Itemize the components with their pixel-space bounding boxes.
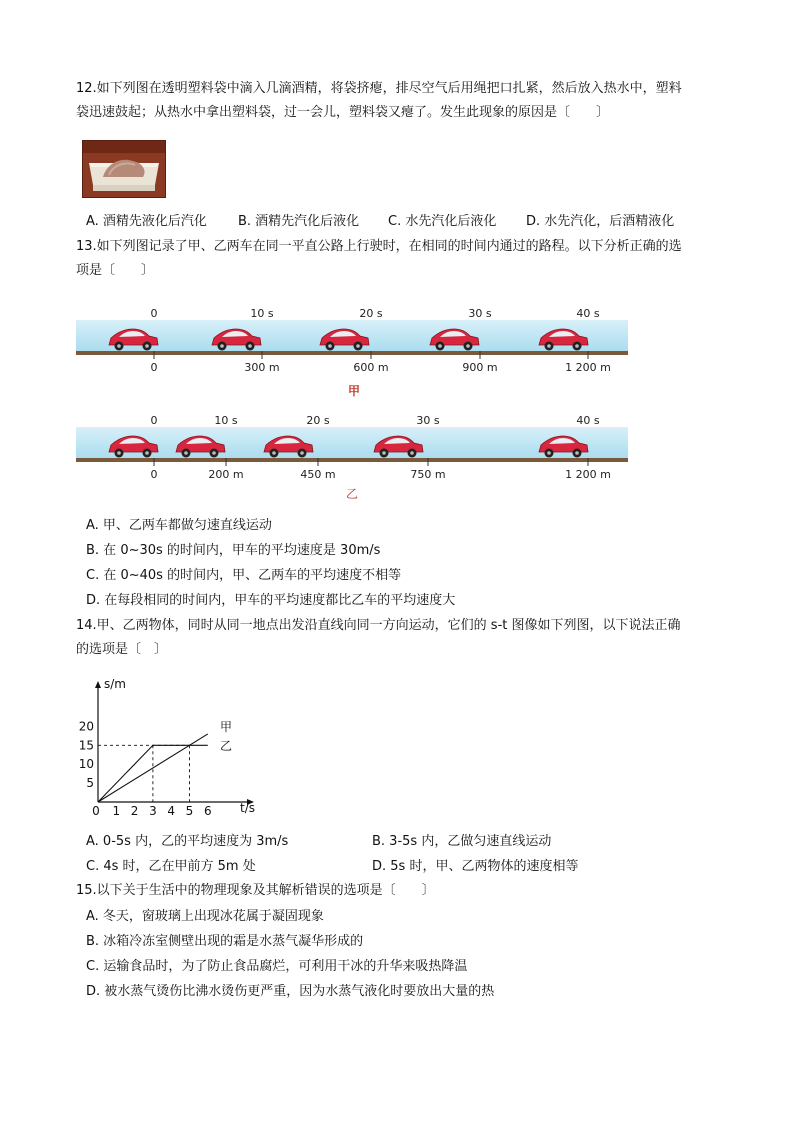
y-tick-label: 20 (78, 719, 94, 734)
q14-stem-line1: 14.甲、乙两物体，同时从同一地点出发沿直线向同一方向运动，它们的 s-t 图像如下列图，以下说法正确 (76, 618, 681, 633)
distance-label: 750 m (410, 468, 446, 481)
q13-option-c[interactable]: C. 在 0~40s 的时间内，甲、乙两车的平均速度不相等 (86, 568, 402, 583)
distance-label: 1 200 m (565, 361, 611, 374)
q13-stem-line2: 项是〔 〕 (76, 263, 155, 278)
q13-figure-jia (76, 305, 631, 400)
distance-label: 900 m (462, 361, 498, 374)
time-label: 40 s (576, 414, 600, 427)
q14-option-a[interactable]: A. 0-5s 内，乙的平均速度为 3m/s (86, 834, 289, 849)
x-tick-label: 2 (130, 804, 139, 818)
time-label: 0 (150, 307, 158, 320)
q15-option-c[interactable]: C. 运输食品时，为了防止食品腐烂，可利用干冰的升华来吸热降温 (86, 959, 468, 974)
x-tick-label: 4 (167, 804, 176, 818)
q12-option-b[interactable]: B. 酒精先汽化后液化 (238, 214, 360, 229)
y-tick-label: 5 (86, 776, 94, 791)
time-label: 20 s (359, 307, 383, 320)
time-label: 10 s (250, 307, 274, 320)
q14-graph-label-yi: 乙 (220, 739, 233, 753)
q14-graph-ylabel: s/m (104, 677, 126, 691)
q14-st-graph (78, 675, 268, 820)
q13-option-d[interactable]: D. 在每段相同的时间内，甲车的平均速度都比乙车的平均速度大 (86, 593, 456, 608)
distance-label: 0 (150, 468, 158, 481)
y-axis-arrow (95, 681, 101, 688)
q13-figure-yi (76, 412, 631, 507)
distance-label: 600 m (353, 361, 389, 374)
q12-photo (82, 140, 166, 198)
q14-option-b[interactable]: B. 3-5s 内，乙做匀速直线运动 (372, 834, 552, 849)
q14-graph-xlabel: t/s (240, 801, 255, 815)
distance-label: 1 200 m (565, 468, 611, 481)
time-label: 10 s (214, 414, 238, 427)
time-label: 20 s (306, 414, 330, 427)
time-label: 40 s (576, 307, 600, 320)
q14-option-d[interactable]: D. 5s 时，甲、乙两物体的速度相等 (372, 859, 579, 874)
q15-option-d[interactable]: D. 被水蒸气烫伤比沸水烫伤更严重，因为水蒸气液化时要放出大量的热 (86, 984, 495, 999)
q15-option-a[interactable]: A. 冬天，窗玻璃上出现冰花属于凝固现象 (86, 909, 324, 924)
distance-label: 450 m (300, 468, 336, 481)
q13-option-a[interactable]: A. 甲、乙两车都做匀速直线运动 (86, 518, 272, 533)
q13-option-b[interactable]: B. 在 0~30s 的时间内，甲车的平均速度是 30m/s (86, 543, 381, 558)
x-tick-label: 1 (112, 804, 121, 818)
x-tick-label: 0 (92, 804, 100, 818)
q13-figure-jia-caption: 甲 (348, 384, 361, 398)
q12-stem-line2: 袋迅速鼓起；从热水中拿出塑料袋，过一会儿，塑料袋又瘪了。发生此现象的原因是〔 〕 (76, 105, 610, 120)
distance-label: 300 m (244, 361, 280, 374)
q13-figure-yi-caption: 乙 (346, 487, 359, 501)
q12-option-a[interactable]: A. 酒精先液化后汽化 (86, 214, 207, 229)
y-tick-label: 10 (78, 757, 94, 772)
time-label: 30 s (468, 307, 492, 320)
distance-label: 0 (150, 361, 158, 374)
x-tick-label: 3 (149, 804, 157, 818)
q12-stem-line1: 12.如下列图在透明塑料袋中滴入几滴酒精，将袋挤瘪，排尽空气后用绳把口扎紧，然后放入热水中，塑料 (76, 81, 682, 96)
q15-option-b[interactable]: B. 冰箱冷冻室侧壁出现的霜是水蒸气凝华形成的 (86, 934, 364, 949)
time-label: 30 s (416, 414, 440, 427)
x-tick-label: 5 (185, 804, 194, 818)
q14-stem-line2: 的选项是〔 〕 (76, 642, 168, 657)
q12-option-c[interactable]: C. 水先汽化后液化 (388, 214, 497, 229)
q14-graph-label-jia: 甲 (220, 720, 233, 734)
x-tick-label: 6 (203, 804, 212, 818)
time-label: 0 (150, 414, 158, 427)
series-jia-line (98, 734, 208, 802)
y-tick-label: 15 (78, 738, 94, 753)
q12-option-d[interactable]: D. 水先汽化，后酒精液化 (526, 214, 675, 229)
q13-stem-line1: 13.如下列图记录了甲、乙两车在同一平直公路上行驶时，在相同的时间内通过的路程。以下分析正确的选 (76, 239, 682, 254)
q15-stem: 15.以下关于生活中的物理现象及其解析错误的选项是〔 〕 (76, 883, 435, 898)
q14-option-c[interactable]: C. 4s 时，乙在甲前方 5m 处 (86, 859, 256, 874)
distance-label: 200 m (208, 468, 244, 481)
